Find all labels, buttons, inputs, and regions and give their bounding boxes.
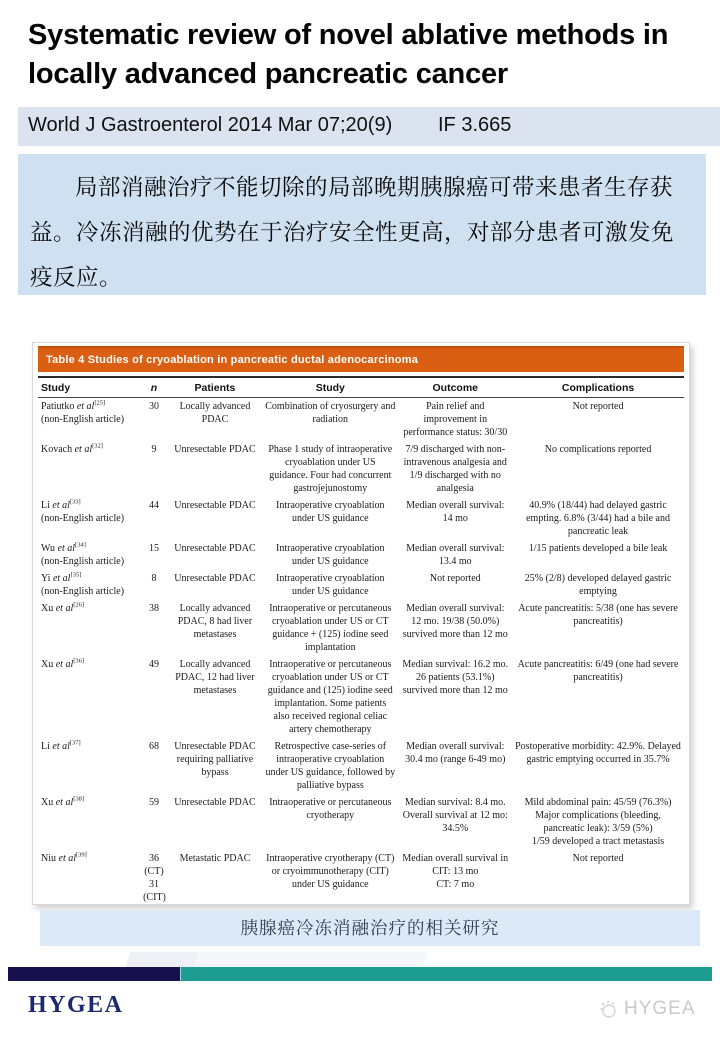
patients-cell: Locally advanced PDAC	[179, 401, 251, 425]
procedure-cell: Intraoperative cryoablation under US guidance	[276, 500, 385, 524]
table-caption-bar: 胰腺癌冷冻消融治疗的相关研究	[40, 910, 700, 946]
complications-cell: Not reported	[572, 401, 624, 412]
column-header: Study	[315, 382, 345, 394]
table-row	[38, 738, 684, 794]
complications-cell: Not reported	[572, 853, 624, 864]
hygea-watermark	[598, 998, 696, 1020]
complications-cell: 1/15 patients developed a bile leak	[528, 543, 668, 554]
page-title: Systematic review of novel ablative methods in locally advanced pancreatic cancer	[28, 19, 669, 90]
study-cell: Patiutko et al[25] (non-English article)	[41, 399, 125, 425]
procedure-cell: Intraoperative cryoablation under US guidance	[276, 543, 385, 567]
n-cell: 38	[148, 603, 159, 614]
study-cell: Li et al[37]	[41, 739, 81, 752]
procedure-cell: Intraoperative cryotherapy (CT) or cryoimmunotherapy (CIT) under US guidance	[266, 853, 395, 890]
column-header: n	[150, 382, 158, 394]
n-cell: 9	[151, 444, 157, 455]
study-cell: Li et al[33] (non-English article)	[41, 498, 125, 524]
outcome-cell: Pain relief and improvement in performance status: 30/30	[403, 401, 508, 438]
patients-cell: Locally advanced PDAC, 12 had liver metastases	[175, 659, 255, 696]
outcome-cell: Median survival: 16.2 mo. 26 patients (53.1%) survived more than 12 mo	[402, 659, 509, 696]
footer-stripe-navy	[8, 967, 180, 981]
n-cell: 59	[148, 797, 159, 808]
outcome-cell: Median overall survival: 30.4 mo (range 6-49 mo)	[405, 741, 506, 765]
n-cell: 30	[148, 401, 159, 412]
outcome-cell: Median overall survival in CIT: 13 mo CT: 7 mo	[402, 853, 509, 890]
footer-stripe-teal	[180, 967, 712, 981]
table-body	[38, 398, 684, 905]
outcome-cell: Median overall survival: 12 mo. 19/38 (50.0%) survived more than 12 mo	[402, 603, 508, 640]
patients-cell: Unresectable PDAC	[174, 543, 256, 554]
procedure-cell: Phase 1 study of intraoperative cryoablation under US guidance. Four had concurrent gastrojejunostomy	[268, 444, 393, 494]
study-cell: Wu et al[34] (non-English article)	[41, 541, 125, 567]
table-row	[38, 441, 684, 497]
hygea-flower-icon	[598, 999, 618, 1019]
study-cell: Xu et al[26]	[41, 601, 85, 614]
hygea-logo: HYGEA	[28, 992, 124, 1018]
study-cell: Yi et al[35] (non-English article)	[41, 571, 125, 597]
study-table-card	[32, 342, 690, 905]
complications-cell: Acute pancreatitis: 6/49 (one had severe pancreatitis)	[517, 659, 679, 683]
outcome-cell: 7/9 discharged with non-intravenous analgesia and 1/9 discharged with no analgesia	[403, 444, 507, 494]
study-cell: Kovach et al[32]	[41, 442, 103, 455]
patients-cell: Unresectable PDAC	[174, 444, 256, 455]
n-cell: 15	[148, 543, 159, 554]
table-row	[38, 398, 684, 441]
patients-cell: Metastatic PDAC	[179, 853, 251, 864]
outcome-cell: Median overall survival: 14 mo	[406, 500, 505, 524]
journal-bar	[18, 107, 720, 146]
table-row	[38, 600, 684, 656]
n-cell: 49	[148, 659, 159, 670]
procedure-cell: Combination of cryosurgery and radiation	[265, 401, 396, 425]
table-row	[38, 570, 684, 600]
complications-cell: Postoperative morbidity: 42.9%. Delayed gastric emptying occurred in 35.7%	[515, 741, 681, 765]
outcome-cell: Not reported	[429, 573, 481, 584]
chinese-summary-text: 局部消融治疗不能切除的局部晚期胰腺癌可带来患者生存获益。冷冻消融的优势在于治疗安全性更高，对部分患者可激发免疫反应。	[30, 175, 675, 290]
footer-ghost-shape	[194, 952, 429, 967]
complications-cell: Acute pancreatitis: 5/38 (one has severe pancreatitis)	[518, 603, 678, 627]
complications-cell: No complications reported	[544, 444, 652, 455]
patients-cell: Locally advanced PDAC, 8 had liver metastases	[177, 603, 253, 640]
table-title-bar: Table 4 Studies of cryoablation in pancreatic ductal adenocarcinoma	[38, 346, 684, 372]
patients-cell: Unresectable PDAC	[174, 573, 256, 584]
n-cell: 8	[151, 573, 157, 584]
table-header-row	[38, 378, 684, 398]
study-cell: Xu et al[38]	[41, 795, 85, 808]
outcome-cell: Median survival: 8.4 mo. Overall survival at 12 mo: 34.5%	[402, 797, 508, 834]
n-cell: 36 (CT) 31 (CIT)	[143, 853, 166, 903]
patients-cell: Unresectable PDAC	[174, 797, 256, 808]
procedure-cell: Intraoperative or percutaneous cryotherapy	[269, 797, 392, 821]
patients-cell: Unresectable PDAC	[174, 500, 256, 511]
procedure-cell: Intraoperative or percutaneous cryoablation under US or CT guidance and (125) iodine seed implantation. Some patients also received regional celiac artery chemotherapy	[267, 659, 393, 735]
table-row	[38, 656, 684, 738]
complications-cell: 40.9% (18/44) had delayed gastric empting. 6.8% (3/44) had a bile and pancreatic leak	[526, 500, 670, 537]
study-cell: Niu et al[39]	[41, 851, 87, 864]
study-cell: Xu et al[36]	[41, 657, 85, 670]
column-header: Outcome	[432, 382, 479, 394]
procedure-cell: Intraoperative cryoablation under US guidance	[276, 573, 385, 597]
impact-factor: IF 3.665	[438, 114, 512, 136]
column-header: Complications	[561, 382, 635, 394]
complications-cell: 25% (2/8) developed delayed gastric emptying	[524, 573, 672, 597]
journal-citation: World J Gastroenterol 2014 Mar 07;20(9)	[28, 114, 393, 136]
table-row	[38, 850, 684, 905]
column-header: Study	[41, 382, 71, 394]
column-header: Patients	[194, 382, 236, 394]
patients-cell: Unresectable PDAC requiring palliative bypass	[174, 741, 256, 778]
n-cell: 44	[148, 500, 159, 511]
table-row	[38, 540, 684, 570]
procedure-cell: Retrospective case-series of intraoperative cryoablation under US guidance, followed by palliative bypass	[265, 741, 396, 791]
chinese-summary-box	[18, 154, 706, 295]
complications-cell: Mild abdominal pain: 45/59 (76.3%) Major complications (bleeding, pancreatic leak): 3/59 (5%) 1/59 developed a tract metastasis	[524, 797, 672, 847]
procedure-cell: Intraoperative or percutaneous cryoablation under US or CT guidance + (125) iodine seed implantation	[269, 603, 392, 653]
outcome-cell: Median overall survival: 13.4 mo	[406, 543, 505, 567]
n-cell: 68	[148, 741, 159, 752]
footer-stripe	[8, 967, 712, 981]
table-row	[38, 794, 684, 850]
watermark-text: HYGEA	[624, 998, 696, 1019]
table-row	[38, 497, 684, 540]
